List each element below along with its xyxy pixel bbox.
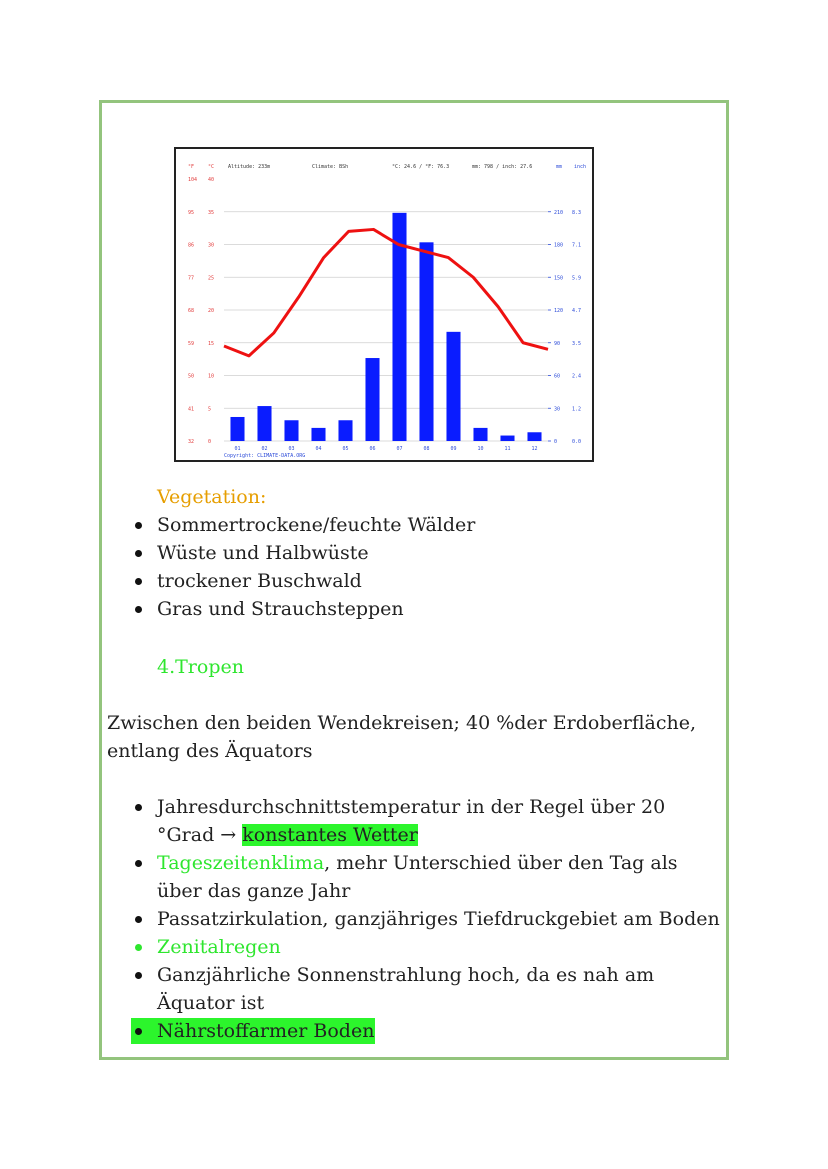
- temp-c-tick-label: 25: [208, 275, 215, 282]
- precip-mm-tick-label: 150: [554, 275, 564, 282]
- temp-c-tick-label: 0: [208, 439, 212, 445]
- temp-line-layer: [224, 229, 548, 355]
- bullet-icon: [135, 860, 142, 867]
- precip-inch-tick-label: 3.5: [572, 340, 582, 347]
- point-5-line-1: Ganzjährliche Sonnenstrahlung hoch, da es nah am: [157, 964, 655, 986]
- header-precip: mm: 798 / inch: 27.6: [472, 164, 533, 170]
- precip-bar: [311, 428, 325, 441]
- precip-bar: [446, 332, 460, 441]
- vegetation-item-3: trockener Buschwald: [157, 570, 362, 592]
- precip-bar: [500, 436, 514, 441]
- point-5-line-2: Äquator ist: [157, 992, 265, 1014]
- bullet-icon: [135, 1028, 142, 1035]
- point-2-line-1: [157, 849, 678, 877]
- point-1-line-1: Jahresdurchschnittstemperatur in der Regel über 20: [157, 796, 666, 818]
- bullet-icon: [135, 522, 142, 529]
- bullet-icon: [135, 606, 142, 613]
- climate-chart-svg: [176, 149, 592, 460]
- precip-bar: [527, 432, 541, 441]
- precip-mm-tick-label: 30: [554, 406, 561, 413]
- precip-mm-tick-label: 210: [554, 209, 564, 216]
- bullet-icon: [135, 944, 142, 951]
- header-unit-c: °C: [208, 164, 215, 170]
- precip-inch-tick-label: 8.3: [572, 209, 582, 216]
- precip-bar: [365, 358, 379, 441]
- precip-inch-tick-label: 7.1: [572, 242, 582, 249]
- precip-inch-tick-label: 1.2: [572, 406, 582, 413]
- temp-f-tick-label: 77: [188, 275, 195, 282]
- chart-copyright: Copyright: CLIMATE-DATA.ORG: [224, 453, 306, 459]
- precip-mm-tick-label: 60: [554, 373, 561, 380]
- temp-f-tick-label: 32: [188, 439, 195, 445]
- precip-mm-tick-label: 90: [554, 340, 561, 347]
- precip-bar: [257, 406, 271, 441]
- header-unit-mm: mm: [556, 164, 563, 170]
- temp-c-tick-label: 10: [208, 373, 215, 380]
- point-1-line-2: [157, 821, 418, 849]
- bullet-icon: [135, 972, 142, 979]
- month-tick-label: 09: [450, 446, 457, 452]
- precip-mm-tick-label: 120: [554, 308, 564, 314]
- temp-f-tick-label: 50: [188, 373, 195, 380]
- section-title: 4.Tropen: [157, 656, 244, 678]
- intro-line-2: entlang des Äquators: [107, 740, 313, 762]
- precip-inch-tick-label: 2.4: [572, 373, 582, 380]
- point-4: Zenitalregen: [157, 936, 281, 958]
- precip-bar: [338, 420, 352, 441]
- temp-c-tick-label: 15: [208, 340, 215, 347]
- point-2-rest: , mehr Unterschied über den Tag als: [324, 852, 678, 874]
- temp-c-tick-label: 30: [208, 242, 215, 249]
- month-tick-label: 10: [477, 446, 484, 452]
- month-tick-label: 05: [342, 446, 349, 452]
- point-6: Nährstoffarmer Boden: [157, 1020, 375, 1042]
- precip-inch-tick-label: 5.9: [572, 275, 582, 282]
- intro-line-1: Zwischen den beiden Wendekreisen; 40 %der Erdoberfläche,: [107, 712, 696, 734]
- header-unit-f: °F: [188, 164, 195, 170]
- vegetation-item-2: Wüste und Halbwüste: [157, 542, 369, 564]
- temperature-line: [224, 229, 548, 355]
- header-altitude: Altitude: 233m: [228, 164, 271, 170]
- bullet-icon: [135, 550, 142, 557]
- precip-bar: [284, 420, 298, 441]
- precip-inch-tick-label: 4.7: [572, 308, 582, 314]
- month-tick-label: 08: [423, 446, 430, 452]
- month-tick-label: 01: [234, 446, 241, 452]
- month-tick-label: 07: [396, 446, 403, 452]
- header-climate: Climate: BSh: [312, 164, 349, 170]
- chart-grid: [224, 212, 548, 441]
- month-tick-label: 06: [369, 446, 376, 452]
- precip-inch-tick-label: 0.0: [572, 439, 582, 445]
- climate-chart: [174, 147, 594, 462]
- vegetation-heading: Vegetation:: [157, 486, 267, 508]
- bullet-icon: [135, 804, 142, 811]
- point-1-prefix: °Grad →: [157, 824, 243, 846]
- point-2-green: Tageszeitenklima: [157, 852, 325, 874]
- precip-bar: [419, 242, 433, 441]
- chart-axes: [188, 177, 581, 452]
- point-1-highlight: konstantes Wetter: [242, 824, 418, 846]
- bullet-icon: [135, 916, 142, 923]
- temp-f-tick-label: 86: [188, 242, 195, 249]
- vegetation-item-4: Gras und Strauchsteppen: [157, 598, 404, 620]
- precip-mm-tick-label: 0: [554, 439, 558, 445]
- temp-f-tick-label: 59: [188, 340, 195, 347]
- temp-f-tick-label: 95: [188, 209, 195, 216]
- temp-f-tick-label: 104: [188, 177, 198, 183]
- month-tick-label: 11: [504, 446, 511, 452]
- temp-c-tick-label: 5: [208, 406, 212, 413]
- point-3: Passatzirkulation, ganzjähriges Tiefdruckgebiet am Boden: [157, 908, 720, 930]
- bullet-icon: [135, 578, 142, 585]
- month-tick-label: 04: [315, 446, 322, 452]
- precip-bar: [473, 428, 487, 441]
- month-tick-label: 02: [261, 446, 268, 452]
- month-tick-label: 12: [531, 446, 538, 452]
- header-temp: °C: 24.6 / °F: 76.3: [392, 164, 450, 170]
- temp-c-tick-label: 35: [208, 209, 215, 216]
- temp-c-tick-label: 40: [208, 177, 215, 183]
- precip-mm-tick-label: 180: [554, 242, 564, 249]
- month-tick-label: 03: [288, 446, 295, 452]
- temp-c-tick-label: 20: [208, 308, 215, 314]
- point-2-line-2: über das ganze Jahr: [157, 880, 351, 902]
- vegetation-item-1: Sommertrockene/feuchte Wälder: [157, 514, 476, 536]
- temp-f-tick-label: 41: [188, 406, 195, 413]
- temp-f-tick-label: 68: [188, 308, 195, 314]
- header-unit-inch: inch: [574, 164, 587, 170]
- precip-bar: [230, 417, 244, 441]
